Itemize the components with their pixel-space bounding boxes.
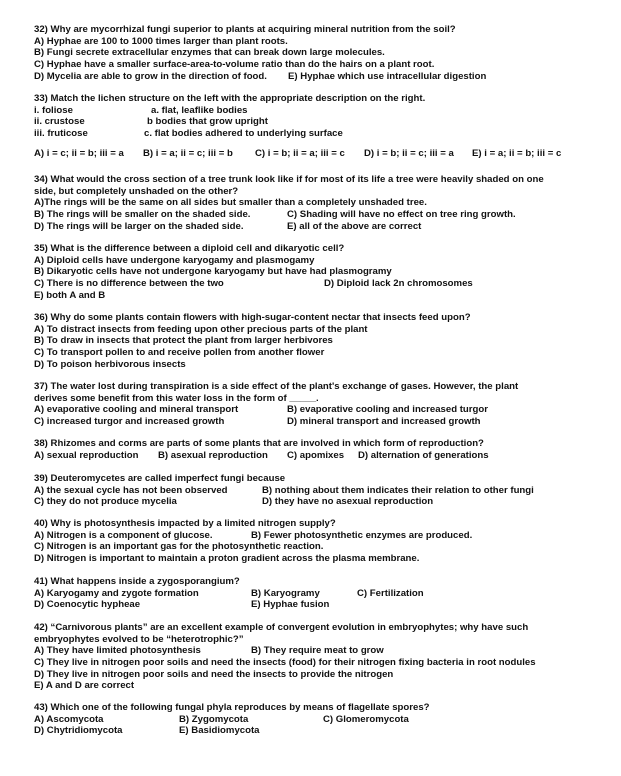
question-35: [34, 243, 594, 301]
matching-left-item: ii. crustose: [34, 116, 85, 128]
question-39: [34, 473, 594, 508]
answer-option-e: E) A and D are correct: [34, 680, 135, 692]
answer-option-a: A) sexual reproduction: [34, 449, 139, 461]
answer-option-c: C) Glomeromycota: [323, 713, 409, 725]
question-34: [34, 174, 594, 232]
matching-right-item: a. flat, leaflike bodies: [151, 104, 248, 116]
answer-option-e: E) Hyphae fusion: [251, 599, 330, 611]
answer-option-c: C) they do not produce mycelia: [34, 496, 177, 508]
answer-option-row: [34, 278, 594, 290]
question-stem: 41) What happens inside a zygosporangium?: [34, 576, 240, 587]
question-stem: 33) Match the lichen structure on the left with the appropriate description on the right.: [34, 93, 426, 104]
question-40: [34, 518, 594, 565]
answer-option-a: A)The rings will be the same on all sides but smaller than a completely unshaded tree.: [34, 197, 427, 209]
matching-row: [34, 116, 594, 128]
answer-option-c: C) i = b; ii = a; iii = c: [255, 147, 345, 159]
answer-option-c: C) There is no difference between the two: [34, 278, 224, 290]
question-41: [34, 576, 594, 611]
answer-option-d: D) Diploid lack 2n chromosomes: [324, 278, 473, 290]
answer-option-c: C) To transport pollen to and receive pollen from another flower: [34, 347, 325, 359]
answer-option-a: A) evaporative cooling and mineral transport: [34, 404, 239, 416]
question-38: [34, 438, 594, 461]
question-stem: 39) Deuteromycetes are called imperfect fungi because: [34, 473, 286, 484]
answer-option-row: [34, 485, 594, 497]
answer-option-row: [34, 725, 594, 737]
answer-option-b: B) i = a; ii = c; iii = b: [143, 147, 233, 159]
answer-option-b: B) nothing about them indicates their relation to other fungi: [262, 484, 534, 496]
answer-options-row: [34, 148, 594, 160]
matching-left-item: i. foliose: [34, 104, 73, 116]
matching-left-item: iii. fruticose: [34, 128, 88, 140]
matching-row: [34, 105, 594, 117]
question-stem: 36) Why do some plants contain flowers with high-sugar-content nectar that insects feed upon?: [34, 312, 471, 323]
answer-option-row: [34, 209, 594, 221]
answer-option-e: E) Hyphae which use intracellular digestion: [288, 70, 487, 82]
answer-option-d: D) they have no asexual reproduction: [262, 496, 434, 508]
question-32: [34, 24, 594, 82]
answer-option-b: B) asexual reproduction: [158, 449, 268, 461]
answer-option-b: B) Fewer photosynthetic enzymes are produced.: [251, 529, 473, 541]
answer-option-a: A) Karyogamy and zygote formation: [34, 587, 199, 599]
answer-option-b: B) Dikaryotic cells have not undergone karyogamy but have had plasmogramy: [34, 266, 392, 278]
answer-option-d: D) To poison herbivorous insects: [34, 358, 186, 370]
matching-right-item: c. flat bodies adhered to underlying surface: [144, 128, 343, 140]
answer-option-row: [34, 416, 594, 428]
answer-options-row: [34, 450, 594, 462]
answer-option-row: [34, 530, 594, 542]
answer-option-e: E) both A and B: [34, 289, 106, 301]
question-stem: 40) Why is photosynthesis impacted by a limited nitrogen supply?: [34, 518, 336, 529]
question-stem: 38) Rhizomes and corms are parts of some plants that are involved in which form of reproduction?: [34, 438, 484, 449]
answer-option-c: C) apomixes: [287, 449, 345, 461]
answer-option-b: B) To draw in insects that protect the plant from larger herbivores: [34, 335, 333, 347]
answer-option-b: B) Karyogramy: [251, 587, 320, 599]
answer-option-d: D) Nitrogen is important to maintain a proton gradient across the plasma membrane.: [34, 553, 420, 565]
answer-option-d: D) mineral transport and increased growth: [287, 416, 481, 428]
answer-option-e: E) Basidiomycota: [179, 725, 260, 737]
question-33: [34, 93, 594, 159]
answer-option-a: A) Diploid cells have undergone karyogamy and plasmogamy: [34, 254, 315, 266]
answer-option-a: A) Ascomycota: [34, 713, 104, 725]
matching-row: [34, 128, 594, 140]
answer-option-row: [34, 588, 594, 600]
answer-option-row: [34, 645, 594, 657]
answer-option-e: E) i = a; ii = b; iii = c: [472, 147, 562, 159]
answer-option-d: D) i = b; ii = c; iii = a: [364, 147, 454, 159]
answer-option-d: D) They live in nitrogen poor soils and need the insects to provide the nitrogen: [34, 668, 394, 680]
answer-option-b: B) Zygomycota: [179, 713, 249, 725]
question-43: [34, 702, 594, 737]
answer-option-c: C) Shading will have no effect on tree ring growth.: [287, 209, 516, 221]
answer-option-c: C) Nitrogen is an important gas for the photosynthetic reaction.: [34, 541, 324, 553]
question-stem-line-1: 37) The water lost during transpiration is a side effect of the plant's exchange of gases. However, the plant: [34, 381, 519, 392]
answer-option-row: [34, 221, 594, 233]
question-stem-line-2: derives some benefit from this water loss in the form of _____.: [34, 392, 319, 404]
answer-option-d: D) Coenocytic hypheae: [34, 599, 141, 611]
question-stem: 35) What is the difference between a diploid cell and dikaryotic cell?: [34, 243, 345, 254]
answer-option-row: [34, 599, 594, 611]
question-stem-line-2: side, but completely unshaded on the other?: [34, 185, 239, 197]
answer-option-a: A) They have limited photosynthesis: [34, 645, 201, 657]
answer-option-c: C) increased turgor and increased growth: [34, 416, 225, 428]
answer-option-b: B) Fungi secrete extracellular enzymes that can break down large molecules.: [34, 47, 385, 59]
answer-option-a: A) To distract insects from feeding upon other precious parts of the plant: [34, 323, 368, 335]
answer-option-row: [34, 404, 594, 416]
question-36: [34, 312, 594, 370]
question-stem-line-2: embryophytes evolved to be “heterotrophic?”: [34, 633, 244, 645]
answer-option-a: A) Nitrogen is a component of glucose.: [34, 529, 213, 541]
answer-option-a: A) Hyphae are 100 to 1000 times larger than plant roots.: [34, 35, 288, 47]
question-42: [34, 622, 594, 692]
question-stem: 43) Which one of the following fungal phyla reproduces by means of flagellate spores?: [34, 702, 430, 713]
answer-option-row: [34, 714, 594, 726]
answer-option-a: A) i = c; ii = b; iii = a: [34, 147, 124, 159]
answer-option-row: [34, 71, 594, 83]
answer-option-c: C) Hyphae have a smaller surface-area-to-volume ratio than do the hairs on a plant root.: [34, 59, 435, 71]
question-37: [34, 381, 594, 428]
question-stem-line-1: 34) What would the cross section of a tree trunk look like if for most of its life a tree were heavily shaded on one: [34, 174, 544, 185]
answer-option-b: B) The rings will be smaller on the shaded side.: [34, 209, 251, 221]
answer-option-d: D) Chytridiomycota: [34, 725, 123, 737]
answer-option-e: E) all of the above are correct: [287, 220, 422, 232]
answer-option-row: [34, 496, 594, 508]
answer-option-d: D) alternation of generations: [358, 449, 489, 461]
answer-option-a: A) the sexual cycle has not been observed: [34, 484, 228, 496]
question-stem-line-1: 42) “Carnivorous plants” are an excellent example of convergent evolution in embryophytes; why have such: [34, 622, 529, 633]
answer-option-c: C) They live in nitrogen poor soils and need the insects (food) for their nitrogen fixing bacteria in root nodules: [34, 657, 536, 669]
answer-option-b: B) evaporative cooling and increased turgor: [287, 404, 488, 416]
answer-option-d: D) Mycelia are able to grow in the direction of food.: [34, 70, 267, 82]
answer-option-b: B) They require meat to grow: [251, 645, 384, 657]
question-stem: 32) Why are mycorrhizal fungi superior to plants at acquiring mineral nutrition from the soil?: [34, 24, 456, 35]
answer-option-d: D) The rings will be larger on the shaded side.: [34, 220, 244, 232]
answer-option-c: C) Fertilization: [357, 587, 424, 599]
matching-right-item: b bodies that grow upright: [147, 116, 268, 128]
